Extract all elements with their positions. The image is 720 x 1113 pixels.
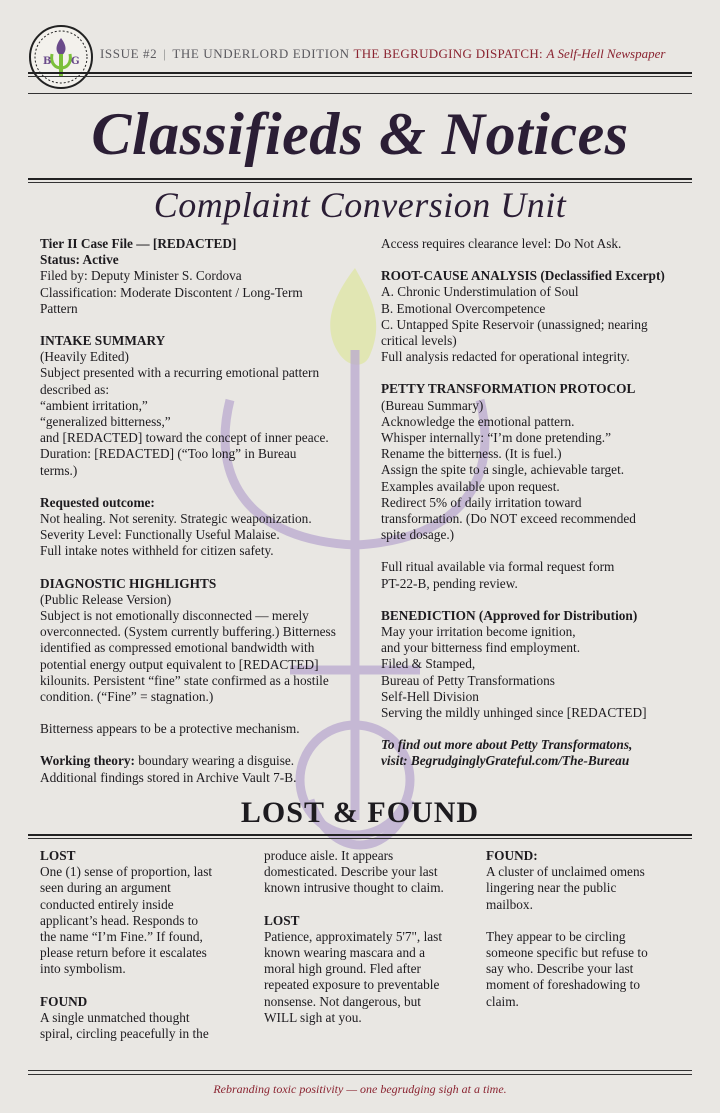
text-line xyxy=(264,945,476,961)
body-text: identified as compressed emotional bandwidth with xyxy=(40,640,315,656)
body-text: please return before it escalates xyxy=(40,945,207,961)
body-text: into symbolism. xyxy=(40,961,126,977)
body-text: (Bureau Summary) xyxy=(381,397,484,413)
text-line xyxy=(381,301,701,317)
edition-name: THE UNDERLORD EDITION xyxy=(172,46,350,61)
text-line xyxy=(40,848,250,864)
body-text: spite dosage.) xyxy=(381,527,455,543)
body-text: conducted entirely inside xyxy=(40,896,174,912)
body-text: They appear to be circling xyxy=(486,928,626,944)
text-line xyxy=(264,977,476,993)
text-line xyxy=(40,301,370,317)
body-text: critical levels) xyxy=(381,333,457,349)
body-text: Whisper internally: “I’m done pretending.” xyxy=(381,430,612,446)
paragraph-gap xyxy=(40,479,370,495)
paragraph-gap xyxy=(381,592,701,608)
text-line xyxy=(264,961,476,977)
text-line xyxy=(381,737,701,753)
paragraph-gap xyxy=(486,913,686,929)
heading-text: Status: Active xyxy=(40,252,119,268)
link-text: To find out more about Petty Transformatons, xyxy=(381,737,633,753)
body-text: May your irritation become ignition, xyxy=(381,624,576,640)
body-text: overconnected. (System currently buffering.) Bitterness xyxy=(40,624,336,640)
paper-name xyxy=(353,46,665,61)
svg-text:G: G xyxy=(71,56,80,67)
text-line xyxy=(381,236,701,252)
body-text: B. Emotional Overcompetence xyxy=(381,300,546,316)
body-text: Access requires clearance level: Do Not Ask. xyxy=(381,236,622,251)
text-line xyxy=(381,430,701,446)
body-text: applicant’s head. Responds to xyxy=(40,912,199,928)
body-text: Self-Hell Division xyxy=(381,688,479,704)
text-line xyxy=(381,446,701,462)
body-text: nonsense. Not dangerous, but xyxy=(264,993,421,1009)
heading-text: LOST xyxy=(40,848,76,863)
text-line xyxy=(264,848,476,864)
text-line xyxy=(40,961,250,977)
text-line xyxy=(40,285,370,301)
lost-found-top-rule-thin xyxy=(28,838,692,839)
body-text: Patience, approximately 5'7", last xyxy=(264,928,443,944)
body-text: described as: xyxy=(40,381,110,397)
body-text: Bureau of Petty Transformations xyxy=(381,672,555,688)
text-line xyxy=(40,252,370,268)
text-line xyxy=(381,414,701,430)
body-text: Not healing. Not serenity. Strategic weaponization. xyxy=(40,511,312,527)
text-line xyxy=(40,864,250,880)
text-line xyxy=(486,880,686,896)
text-line xyxy=(381,689,701,705)
paragraph-gap xyxy=(40,705,370,721)
bureau-logo xyxy=(28,24,94,90)
text-line xyxy=(486,994,686,1010)
text-line xyxy=(40,913,250,929)
body-text: Additional findings stored in Archive Vault 7-B. xyxy=(40,769,297,785)
body-text: A single unmatched thought xyxy=(40,1009,190,1025)
masthead-rule-thin xyxy=(28,76,692,77)
body-text: “ambient irritation,” xyxy=(40,397,148,413)
heading-text: BENEDICTION (Approved for Distribution) xyxy=(381,607,638,623)
title-top-rule xyxy=(28,93,692,94)
body-text: Duration: [REDACTED] (“Too long” in Bureau xyxy=(40,446,297,462)
text-line xyxy=(40,592,370,608)
text-line xyxy=(40,994,250,1010)
body-text: (Heavily Edited) xyxy=(40,349,129,365)
body-text: known intrusive thought to claim. xyxy=(264,880,444,896)
text-line xyxy=(381,753,701,769)
page-title: Classifieds & Notices xyxy=(91,101,629,167)
text-line xyxy=(40,624,370,640)
paragraph-gap xyxy=(40,978,250,994)
text-line xyxy=(381,608,701,624)
body-text: Full ritual available via formal request form xyxy=(381,559,615,575)
left-column xyxy=(40,236,370,786)
logo-seal-icon xyxy=(28,24,94,90)
body-text: A. Chronic Understimulation of Soul xyxy=(381,284,579,300)
text-line xyxy=(40,236,370,252)
footer-rule xyxy=(28,1070,692,1071)
text-line xyxy=(40,897,250,913)
text-line xyxy=(40,543,370,559)
text-line xyxy=(381,705,701,721)
body-text: C. Untapped Spite Reservoir (unassigned; nearing xyxy=(381,316,648,332)
body-text: Rename the bitterness. (It is fuel.) xyxy=(381,446,562,462)
text-line xyxy=(40,770,370,786)
body-text: PT-22-B, pending review. xyxy=(381,575,518,591)
masthead xyxy=(100,46,692,62)
lost-found-column-3 xyxy=(486,848,686,1010)
text-line xyxy=(486,945,686,961)
title-bottom-rule xyxy=(28,178,692,180)
text-line xyxy=(381,559,701,575)
text-line xyxy=(264,864,476,880)
text-line xyxy=(264,913,476,929)
text-line xyxy=(486,897,686,913)
body-text: A cluster of unclaimed omens xyxy=(486,864,645,880)
right-column xyxy=(381,236,701,770)
body-text: Assign the spite to a single, achievable target. xyxy=(381,462,625,478)
body-text: moment of foreshadowing to xyxy=(486,977,640,993)
text-line xyxy=(264,994,476,1010)
body-text: seen during an argument xyxy=(40,880,171,896)
text-line xyxy=(486,977,686,993)
body-text: Full intake notes withheld for citizen safety. xyxy=(40,543,274,559)
text-line xyxy=(40,527,370,543)
text-line xyxy=(40,608,370,624)
text-line xyxy=(381,624,701,640)
paragraph-gap xyxy=(40,560,370,576)
text-line xyxy=(40,414,370,430)
text-line xyxy=(264,880,476,896)
paper-name-text: THE BEGRUDGING DISPATCH: xyxy=(353,46,543,61)
heading-text: INTAKE SUMMARY xyxy=(40,333,166,349)
lost-found-column-1 xyxy=(40,848,250,1042)
text-line xyxy=(40,495,370,511)
body-text: (Public Release Version) xyxy=(40,591,172,607)
heading-text: Requested outcome: xyxy=(40,494,155,510)
body-text: Redirect 5% of daily irritation toward xyxy=(381,494,582,510)
text-line xyxy=(40,673,370,689)
text-line xyxy=(486,864,686,880)
link-text: visit: BegrudginglyGrateful.com/The-Bureau xyxy=(381,753,630,769)
text-line xyxy=(40,382,370,398)
text-line xyxy=(381,673,701,689)
text-line xyxy=(40,365,370,381)
text-line xyxy=(381,398,701,414)
text-line xyxy=(381,479,701,495)
title-bottom-rule-thin xyxy=(28,182,692,183)
heading-text: Working theory: xyxy=(40,753,135,769)
text-line xyxy=(264,929,476,945)
body-text: Serving the mildly unhinged since [REDACTED] xyxy=(381,705,647,721)
text-line xyxy=(381,527,701,543)
body-text: lingering near the public xyxy=(486,880,617,896)
text-line xyxy=(381,511,701,527)
paragraph-gap xyxy=(381,721,701,737)
text-line xyxy=(40,657,370,673)
body-text: and [REDACTED] toward the concept of inner peace. xyxy=(40,430,329,446)
masthead-rule xyxy=(28,72,692,74)
text-line xyxy=(40,880,250,896)
body-text: claim. xyxy=(486,993,519,1009)
body-text: and your bitterness find employment. xyxy=(381,640,581,656)
masthead-separator: | xyxy=(163,46,167,61)
body-text: the name “I’m Fine.” If found, xyxy=(40,929,203,945)
text-line xyxy=(486,848,686,864)
text-line xyxy=(40,689,370,705)
text-line xyxy=(40,576,370,592)
text-line xyxy=(40,511,370,527)
body-text: produce aisle. It appears xyxy=(264,848,394,863)
body-text: someone specific but refuse to xyxy=(486,945,648,961)
paragraph-gap xyxy=(381,252,701,268)
heading-text: DIAGNOSTIC HIGHLIGHTS xyxy=(40,575,217,591)
body-text: say who. Describe your last xyxy=(486,961,634,977)
body-text: kilounits. Persistent “fine” state confirmed as a hostile xyxy=(40,672,329,688)
text-line xyxy=(486,961,686,977)
body-text: Filed & Stamped, xyxy=(381,656,476,672)
text-line xyxy=(381,349,701,365)
text-line xyxy=(381,656,701,672)
issue-number: ISSUE #2 xyxy=(100,46,158,61)
body-text: condition. (“Fine” = stagnation.) xyxy=(40,689,214,705)
text-line xyxy=(40,640,370,656)
lost-found-title: LOST & FOUND xyxy=(240,796,480,829)
text-line xyxy=(40,929,250,945)
heading-text: FOUND: xyxy=(486,848,538,863)
body-text: potential energy output equivalent to [REDACTED] xyxy=(40,656,319,672)
body-text: transformation. (Do NOT exceed recommended xyxy=(381,511,636,527)
text-line xyxy=(40,349,370,365)
body-text: Severity Level: Functionally Useful Malaise. xyxy=(40,527,280,543)
text-line xyxy=(381,462,701,478)
paragraph-gap xyxy=(381,365,701,381)
body-text: Filed by: Deputy Minister S. Cordova xyxy=(40,268,242,284)
page-subtitle: Complaint Conversion Unit xyxy=(153,185,567,225)
text-line xyxy=(381,317,701,333)
body-text: WILL sigh at you. xyxy=(264,1009,362,1025)
body-text: Subject presented with a recurring emotional pattern xyxy=(40,365,320,381)
svg-text:B: B xyxy=(43,56,52,67)
body-text: Classification: Moderate Discontent / Long-Term xyxy=(40,284,303,300)
text-line xyxy=(40,753,370,769)
footer-rule-thin xyxy=(28,1074,692,1075)
text-line xyxy=(381,495,701,511)
text-line xyxy=(381,640,701,656)
body-text: terms.) xyxy=(40,462,78,478)
footer-tagline: Rebranding toxic positivity — one begrudging sigh at a time. xyxy=(213,1082,507,1096)
lost-found-top-rule xyxy=(28,834,692,836)
body-text: Full analysis redacted for operational integrity. xyxy=(381,349,630,365)
body-text: Acknowledge the emotional pattern. xyxy=(381,413,575,429)
paragraph-gap xyxy=(264,897,476,913)
text-line xyxy=(40,430,370,446)
body-text: mailbox. xyxy=(486,896,533,912)
body-text: repeated exposure to preventable xyxy=(264,977,440,993)
heading-text: Tier II Case File — [REDACTED] xyxy=(40,236,237,251)
body-text: domesticated. Describe your last xyxy=(264,864,438,880)
heading-text: FOUND xyxy=(40,993,88,1009)
text-line xyxy=(381,576,701,592)
paragraph-gap xyxy=(40,737,370,753)
body-text: moral high ground. Fled after xyxy=(264,961,421,977)
paragraph-gap xyxy=(40,317,370,333)
text-line xyxy=(40,945,250,961)
body-text: boundary wearing a disguise. xyxy=(134,753,295,769)
text-line xyxy=(264,1010,476,1026)
body-text: Examples available upon request. xyxy=(381,478,560,494)
text-line xyxy=(381,381,701,397)
text-line xyxy=(40,1010,250,1026)
body-text: spiral, circling peacefully in the xyxy=(40,1026,209,1042)
heading-text: LOST xyxy=(264,912,300,928)
text-line xyxy=(40,721,370,737)
text-line xyxy=(40,1026,250,1042)
heading-text: PETTY TRANSFORMATION PROTOCOL xyxy=(381,381,636,397)
lost-found-column-2 xyxy=(264,848,476,1026)
body-text: Pattern xyxy=(40,300,78,316)
text-line xyxy=(381,284,701,300)
body-text: Bitterness appears to be a protective mechanism. xyxy=(40,721,300,737)
text-line xyxy=(40,446,370,462)
text-line xyxy=(40,398,370,414)
text-line xyxy=(40,268,370,284)
text-line xyxy=(381,268,701,284)
body-text: known wearing mascara and a xyxy=(264,945,425,961)
body-text: “generalized bitterness,” xyxy=(40,414,171,430)
paper-tagline: A Self-Hell Newspaper xyxy=(546,46,666,61)
heading-text: ROOT-CAUSE ANALYSIS (Declassified Excerpt) xyxy=(381,268,665,284)
text-line xyxy=(381,333,701,349)
paragraph-gap xyxy=(381,543,701,559)
text-line xyxy=(40,463,370,479)
body-text: Subject is not emotionally disconnected — merely xyxy=(40,608,309,624)
body-text: One (1) sense of proportion, last xyxy=(40,864,213,880)
text-line xyxy=(486,929,686,945)
text-line xyxy=(40,333,370,349)
